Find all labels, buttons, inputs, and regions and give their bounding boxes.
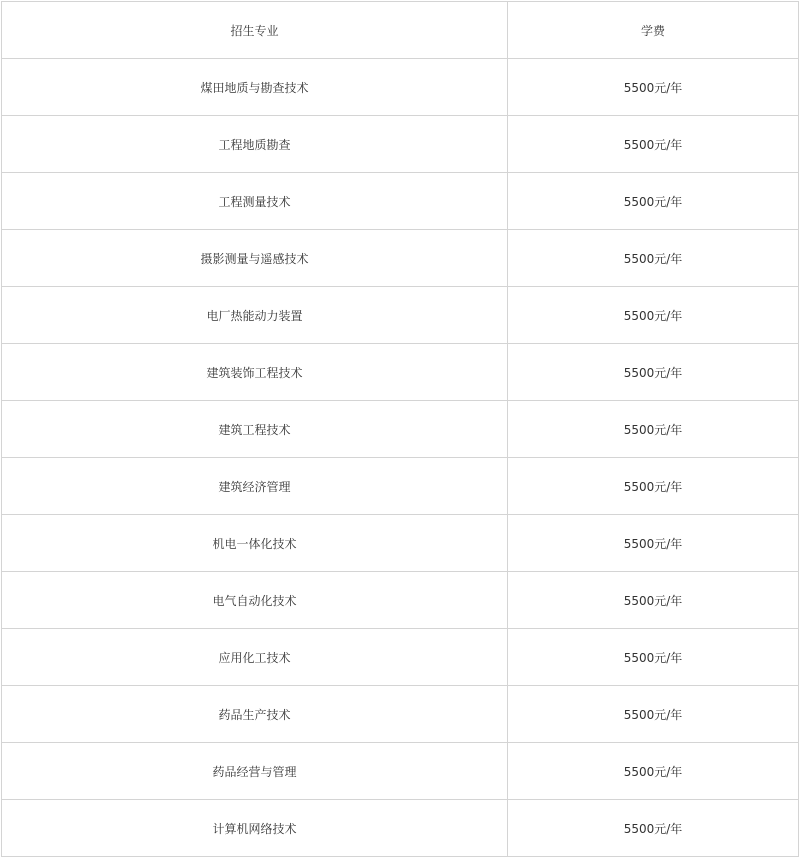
table-row	[2, 344, 799, 401]
fee-cell: 5500元/年	[508, 629, 799, 686]
fee-cell: 5500元/年	[508, 743, 799, 800]
major-cell: 建筑工程技术	[2, 401, 508, 458]
fee-cell: 5500元/年	[508, 458, 799, 515]
table-row	[2, 629, 799, 686]
table-row	[2, 173, 799, 230]
major-cell: 药品生产技术	[2, 686, 508, 743]
major-cell: 煤田地质与勘查技术	[2, 59, 508, 116]
fee-cell: 5500元/年	[508, 800, 799, 857]
table-header-row	[2, 2, 799, 59]
table-row	[2, 401, 799, 458]
fee-cell: 5500元/年	[508, 59, 799, 116]
major-cell: 建筑装饰工程技术	[2, 344, 508, 401]
major-cell: 机电一体化技术	[2, 515, 508, 572]
table-row	[2, 515, 799, 572]
major-cell: 建筑经济管理	[2, 458, 508, 515]
fee-cell: 5500元/年	[508, 116, 799, 173]
major-cell: 电气自动化技术	[2, 572, 508, 629]
tuition-table	[1, 1, 799, 857]
major-cell: 应用化工技术	[2, 629, 508, 686]
table-row	[2, 287, 799, 344]
table-row	[2, 800, 799, 857]
table-row	[2, 230, 799, 287]
fee-cell: 5500元/年	[508, 230, 799, 287]
table-row	[2, 116, 799, 173]
table-row	[2, 686, 799, 743]
major-cell: 药品经营与管理	[2, 743, 508, 800]
table-row	[2, 458, 799, 515]
header-fee: 学费	[508, 2, 799, 59]
major-cell: 工程地质勘查	[2, 116, 508, 173]
header-major: 招生专业	[2, 2, 508, 59]
fee-cell: 5500元/年	[508, 344, 799, 401]
fee-cell: 5500元/年	[508, 686, 799, 743]
fee-cell: 5500元/年	[508, 401, 799, 458]
fee-cell: 5500元/年	[508, 173, 799, 230]
fee-cell: 5500元/年	[508, 515, 799, 572]
major-cell: 计算机网络技术	[2, 800, 508, 857]
major-cell: 电厂热能动力装置	[2, 287, 508, 344]
tuition-table-body	[2, 2, 799, 857]
table-row	[2, 572, 799, 629]
major-cell: 工程测量技术	[2, 173, 508, 230]
major-cell: 摄影测量与遥感技术	[2, 230, 508, 287]
fee-cell: 5500元/年	[508, 287, 799, 344]
table-row	[2, 59, 799, 116]
table-row	[2, 743, 799, 800]
fee-cell: 5500元/年	[508, 572, 799, 629]
